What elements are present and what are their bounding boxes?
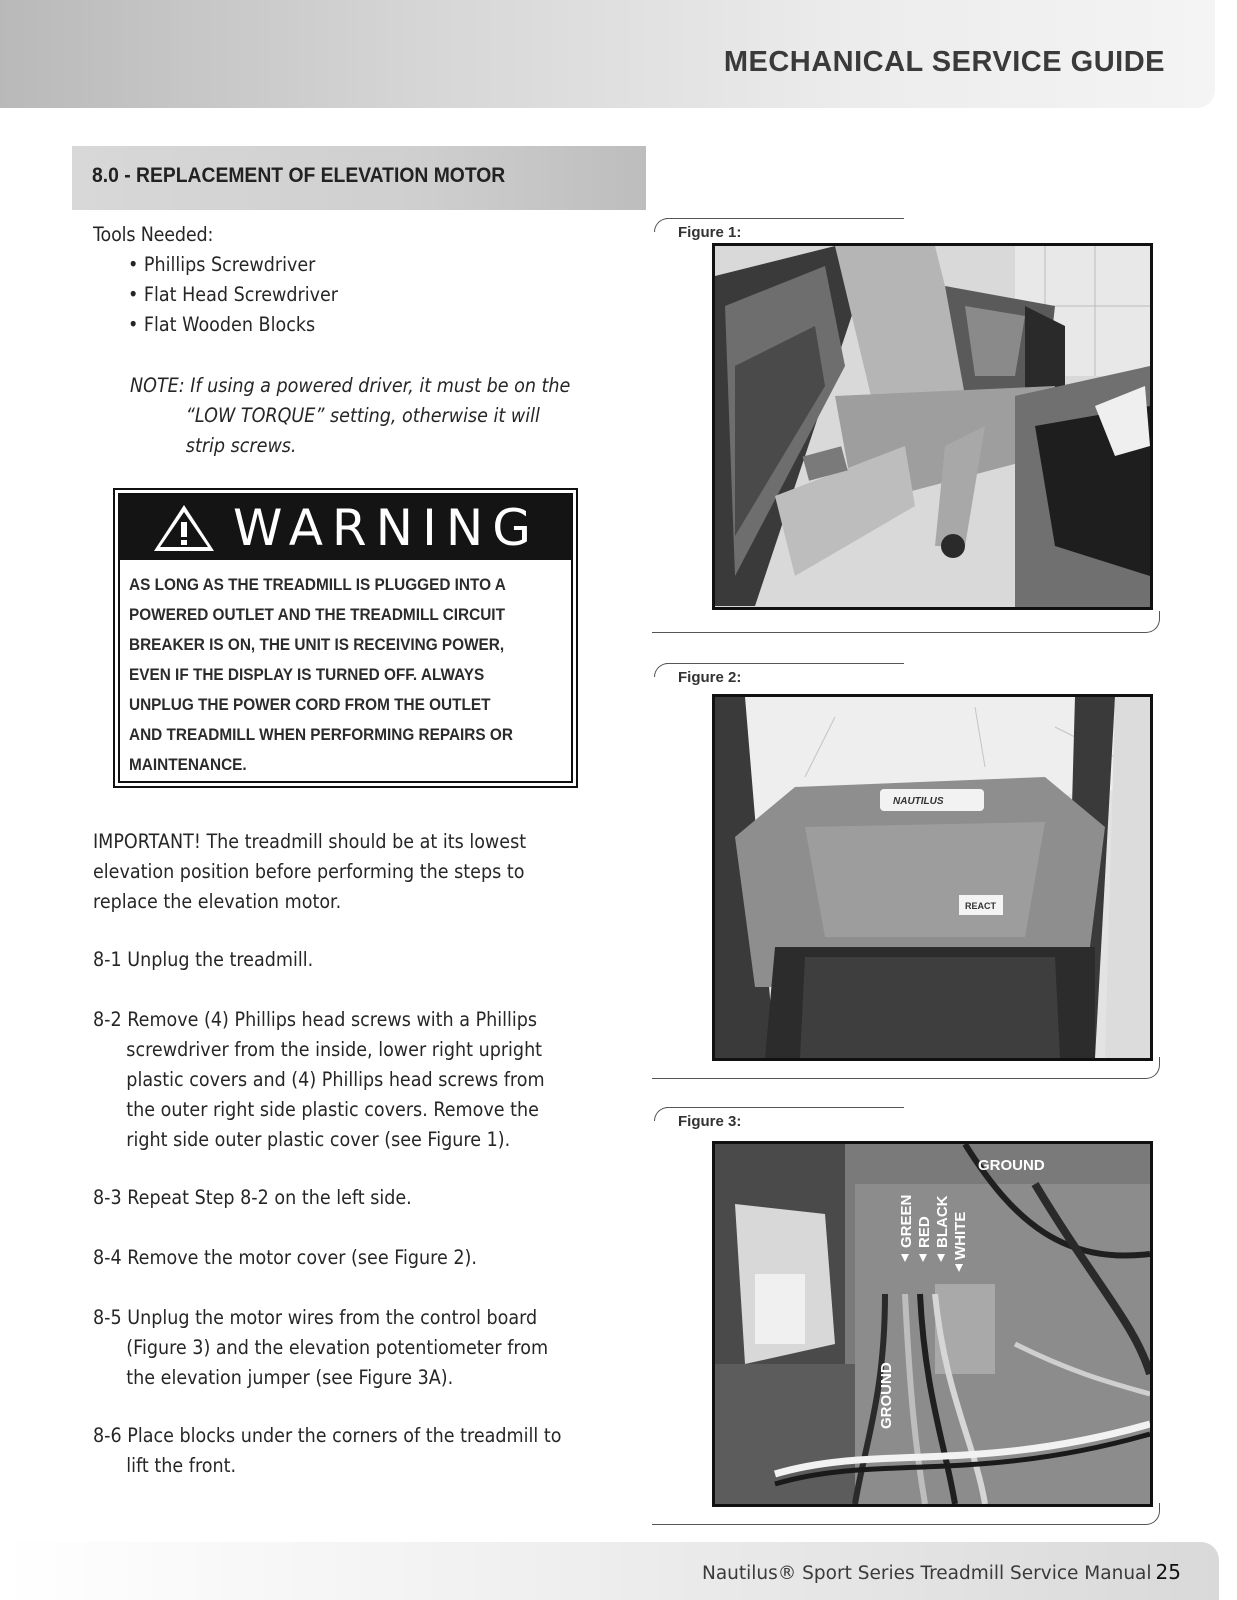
warning-line: UNPLUG THE POWER CORD FROM THE OUTLET — [129, 696, 491, 714]
tool-item: • Flat Head Screwdriver — [128, 283, 338, 306]
wire-label-white: WHITE — [952, 1211, 969, 1260]
step-line: the outer right side plastic covers. Remove the — [126, 1098, 539, 1121]
step-line: the elevation jumper (see Figure 3A). — [126, 1366, 454, 1389]
warning-body — [120, 560, 571, 780]
warning-triangle-icon — [151, 502, 217, 554]
wire-label-black: BLACK — [934, 1195, 951, 1248]
section-title: 8.0 - REPLACEMENT OF ELEVATION MOTOR — [92, 164, 506, 187]
important-line: replace the elevation motor. — [93, 890, 342, 913]
figure-frame-line — [666, 663, 904, 664]
warning-box — [113, 488, 578, 788]
figure-frame-line — [666, 1107, 904, 1108]
page-number: 25 — [1155, 1560, 1181, 1584]
step-8-4 — [93, 1243, 653, 1273]
step-8-3 — [93, 1183, 653, 1213]
figure-frame-corner — [654, 663, 668, 677]
step-8-1 — [93, 945, 653, 975]
figure-1-label: Figure 1: — [678, 224, 742, 241]
step-line: plastic covers and (4) Phillips head screws from — [126, 1068, 545, 1091]
step-line: 8-2 Remove (4) Phillips head screws with a Phillips — [93, 1008, 538, 1031]
note-line: “LOW TORQUE” setting, otherwise it will — [185, 404, 540, 427]
treadmill-motor-cover-photo — [715, 697, 1150, 1058]
step-line: right side outer plastic cover (see Figure 1). — [126, 1128, 511, 1151]
step-line: 8-6 Place blocks under the corners of the treadmill to — [93, 1424, 562, 1447]
important-line: IMPORTANT! The treadmill should be at its lowest — [93, 830, 527, 853]
tools-heading — [93, 220, 613, 250]
warning-line: AND TREADMILL WHEN PERFORMING REPAIRS OR — [129, 726, 513, 744]
warning-line: MAINTENANCE. — [129, 756, 247, 774]
ground-label-left: GROUND — [878, 1362, 895, 1429]
important-paragraph — [93, 827, 653, 917]
step-8-5 — [93, 1303, 653, 1393]
section-heading-band — [72, 146, 646, 210]
step-line: 8-1 Unplug the treadmill. — [93, 948, 314, 971]
wire-label-green: GREEN — [898, 1194, 915, 1248]
figure-frame-corner — [1146, 611, 1160, 633]
figure-frame-line — [652, 1078, 1146, 1079]
figure-frame-corner — [1146, 1503, 1160, 1525]
figure-frame-line — [666, 218, 904, 219]
figure-1-photo — [712, 243, 1153, 610]
figure-3-photo — [712, 1141, 1153, 1507]
step-line: 8-4 Remove the motor cover (see Figure 2). — [93, 1246, 477, 1269]
step-line: (Figure 3) and the elevation potentiometer from — [126, 1336, 549, 1359]
tools-heading-text: Tools Needed: — [93, 223, 214, 246]
figure-2-label: Figure 2: — [678, 669, 742, 686]
warning-line: POWERED OUTLET AND THE TREADMILL CIRCUIT — [129, 606, 505, 624]
figure-3-label: Figure 3: — [678, 1113, 742, 1130]
tool-item: • Phillips Screwdriver — [128, 253, 316, 276]
ground-label-top: GROUND — [978, 1157, 1045, 1174]
warning-line: AS LONG AS THE TREADMILL IS PLUGGED INTO A — [129, 576, 506, 594]
note — [130, 371, 650, 461]
figure-frame-corner — [1146, 1057, 1160, 1079]
figure-frame-corner — [654, 1107, 668, 1121]
tools-list — [128, 250, 361, 340]
step-line: screwdriver from the inside, lower right upright — [126, 1038, 543, 1061]
warning-line: BREAKER IS ON, THE UNIT IS RECEIVING POWER, — [129, 636, 505, 654]
header-title: MECHANICAL SERVICE GUIDE — [723, 46, 1165, 78]
warning-header — [120, 495, 571, 560]
footer — [702, 1560, 1181, 1584]
step-8-6 — [93, 1421, 653, 1481]
note-line: NOTE: If using a powered driver, it must be on the — [130, 374, 571, 397]
figure-frame-line — [652, 1524, 1146, 1525]
figure-2-photo — [712, 694, 1153, 1061]
react-badge: REACT — [965, 901, 996, 911]
footer-title: Nautilus® Sport Series Treadmill Service Manual — [702, 1563, 1152, 1584]
control-board-wiring-photo — [715, 1144, 1150, 1504]
figure-frame-corner — [654, 218, 668, 232]
tool-item: • Flat Wooden Blocks — [128, 313, 316, 336]
nautilus-logo: NAUTILUS — [893, 796, 944, 807]
warning-title: WARNING — [233, 498, 540, 557]
step-line: 8-5 Unplug the motor wires from the control board — [93, 1306, 538, 1329]
warning-line: EVEN IF THE DISPLAY IS TURNED OFF. ALWAYS — [129, 666, 485, 684]
treadmill-side-photo — [715, 246, 1150, 607]
step-line: lift the front. — [126, 1454, 237, 1477]
figure-frame-line — [652, 632, 1146, 633]
important-line: elevation position before performing the steps to — [93, 860, 525, 883]
wire-label-red: RED — [916, 1216, 933, 1248]
step-line: 8-3 Repeat Step 8-2 on the left side. — [93, 1186, 412, 1209]
note-line: strip screws. — [185, 434, 297, 457]
step-8-2 — [93, 1005, 653, 1155]
